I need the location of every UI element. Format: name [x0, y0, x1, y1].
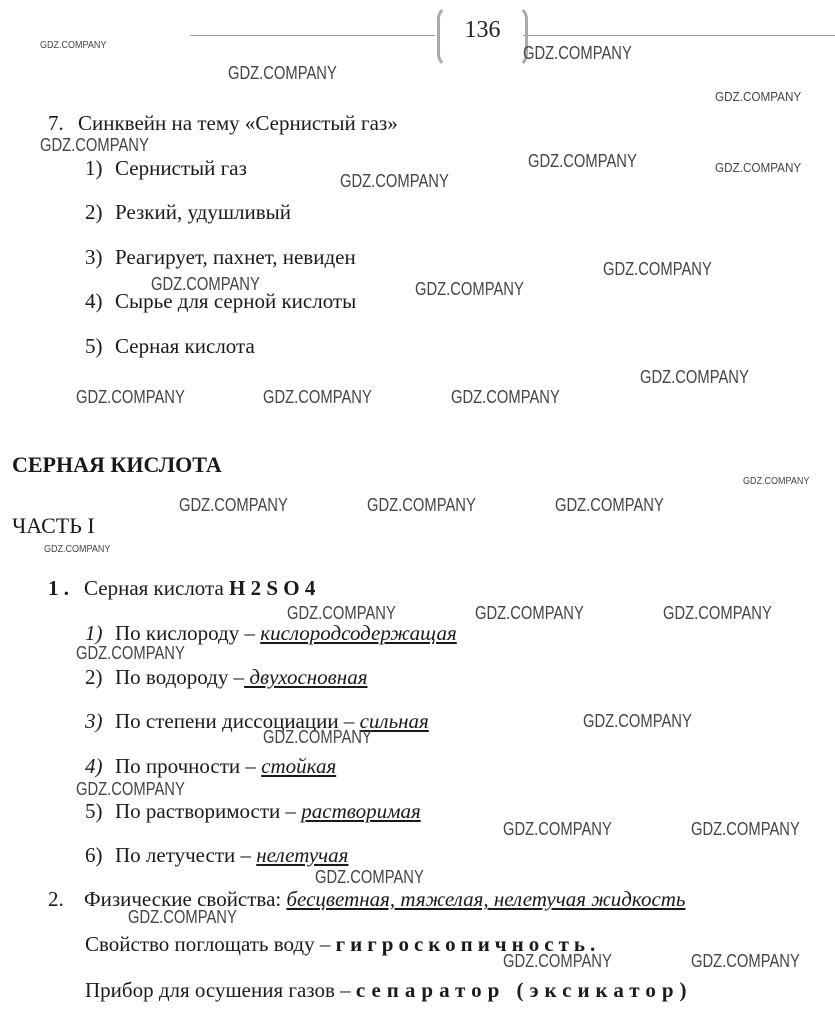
cinquain-number: 7. — [48, 111, 64, 135]
task1-item — [85, 753, 336, 779]
header-rule-left — [190, 35, 435, 36]
watermark: GDZ.COMPANY — [528, 151, 637, 171]
watermark: GDZ.COMPANY — [640, 367, 749, 387]
item-label: По растворимости – — [115, 799, 297, 823]
task1-number: 1 . — [48, 576, 69, 600]
item-answer: сильная — [359, 709, 429, 733]
item-label: По степени диссоциации – — [115, 709, 355, 733]
item-answer: растворимая — [301, 799, 421, 823]
watermark: GDZ.COMPANY — [743, 476, 810, 487]
cinquain-heading — [48, 110, 398, 136]
watermark: GDZ.COMPANY — [367, 495, 476, 515]
item-number: 5) — [85, 334, 103, 358]
watermark: GDZ.COMPANY — [228, 63, 337, 83]
watermark: GDZ.COMPANY — [583, 711, 692, 731]
task2-number: 2. — [48, 887, 64, 911]
watermark: GDZ.COMPANY — [263, 387, 372, 407]
item-text: Реагирует, пахнет, невиден — [115, 245, 356, 269]
formula: H 2 S O 4 — [229, 576, 316, 600]
watermark: GDZ.COMPANY — [475, 603, 584, 623]
item-text: Сырье для серной кислоты — [115, 289, 357, 313]
watermark: GDZ.COMPANY — [76, 779, 185, 799]
task2-label: Физические свойства: — [84, 887, 282, 911]
part-heading: ЧАСТЬ I — [12, 513, 95, 538]
watermark: GDZ.COMPANY — [691, 951, 800, 971]
watermark: GDZ.COMPANY — [603, 259, 712, 279]
item-text: Сернистый газ — [115, 156, 247, 180]
item-number: 6) — [85, 843, 103, 867]
line2-answer: гигроскопичность. — [335, 932, 601, 956]
task1-heading — [48, 575, 315, 601]
item-number: 1) — [85, 621, 103, 645]
item-label: По прочности – — [115, 754, 256, 778]
item-number: 3) — [85, 709, 103, 733]
watermark: GDZ.COMPANY — [691, 819, 800, 839]
item-answer: стойкая — [261, 754, 337, 778]
watermark: GDZ.COMPANY — [715, 160, 802, 175]
section-title: СЕРНАЯ КИСЛОТА — [12, 452, 222, 477]
header-rule-right — [523, 35, 835, 36]
item-number: 1) — [85, 156, 103, 180]
task2-answer: бесцветная, тяжелая, нелетучая жидкость — [286, 887, 686, 911]
item-number: 2) — [85, 200, 103, 224]
line3-answer: сепаратор (эксикатор) — [355, 978, 693, 1002]
cinquain-title: Синквейн на тему «Сернистый газ» — [78, 111, 398, 135]
cinquain-item — [85, 199, 291, 225]
watermark: GDZ.COMPANY — [315, 867, 424, 887]
item-number: 4) — [85, 289, 103, 313]
watermark: GDZ.COMPANY — [40, 40, 107, 51]
item-text: Резкий, удушливый — [115, 200, 291, 224]
watermark: GDZ.COMPANY — [523, 43, 632, 63]
watermark: GDZ.COMPANY — [503, 951, 612, 971]
watermark: GDZ.COMPANY — [451, 387, 560, 407]
watermark: GDZ.COMPANY — [503, 819, 612, 839]
watermark: GDZ.COMPANY — [40, 135, 149, 155]
cinquain-item — [85, 244, 356, 270]
watermark: GDZ.COMPANY — [663, 603, 772, 623]
line2-label: Свойство поглощать воду – — [85, 932, 331, 956]
item-answer: кислородсодержащая — [260, 621, 457, 645]
watermark: GDZ.COMPANY — [555, 495, 664, 515]
watermark: GDZ.COMPANY — [44, 544, 111, 555]
cinquain-item — [85, 155, 247, 181]
watermark: GDZ.COMPANY — [287, 603, 396, 623]
task1-item — [85, 708, 429, 734]
line3-label: Прибор для осушения газов – — [85, 978, 351, 1002]
watermark: GDZ.COMPANY — [76, 387, 185, 407]
watermark: GDZ.COMPANY — [151, 274, 260, 294]
item-label: По водороду – — [115, 665, 245, 689]
task1-item — [85, 664, 367, 690]
task1-item — [85, 798, 421, 824]
watermark: GDZ.COMPANY — [128, 907, 237, 927]
item-answer: нелетучая — [256, 843, 349, 867]
task1-item — [85, 842, 348, 868]
item-number: 4) — [85, 754, 103, 778]
watermark: GDZ.COMPANY — [340, 171, 449, 191]
item-answer: двухосновная — [244, 665, 368, 689]
watermark: GDZ.COMPANY — [715, 89, 802, 104]
watermark: GDZ.COMPANY — [263, 727, 372, 747]
cinquain-item — [85, 333, 255, 359]
watermark: GDZ.COMPANY — [179, 495, 288, 515]
item-text: Серная кислота — [115, 334, 255, 358]
task1-label: Серная кислота — [84, 576, 224, 600]
item-label: По летучести – — [115, 843, 252, 867]
page-number: 136 — [437, 5, 528, 68]
watermark: GDZ.COMPANY — [76, 643, 185, 663]
item-number: 3) — [85, 245, 103, 269]
item-number: 5) — [85, 799, 103, 823]
item-label: По кислороду – — [115, 621, 255, 645]
task2-line3 — [85, 977, 693, 1003]
watermark: GDZ.COMPANY — [415, 279, 524, 299]
item-number: 2) — [85, 665, 103, 689]
